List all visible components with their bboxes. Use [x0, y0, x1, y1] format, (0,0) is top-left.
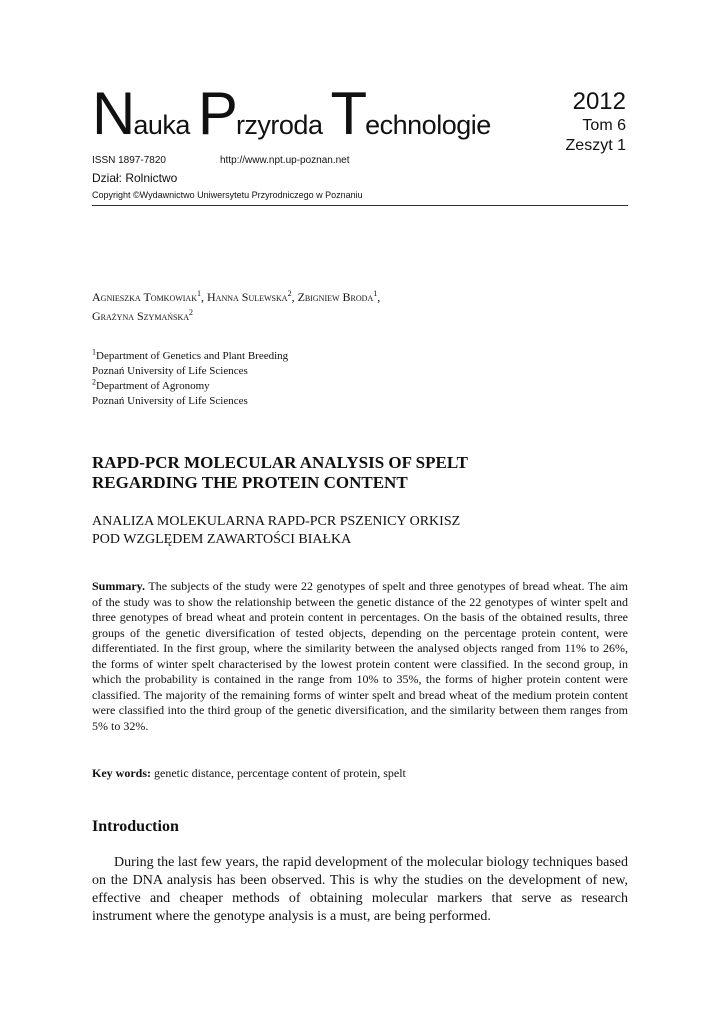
logo-word-przyroda: rzyroda [235, 110, 323, 140]
header-divider [92, 205, 628, 206]
meta-line [92, 155, 350, 166]
introduction-heading: Introduction [92, 818, 179, 835]
issue-number: Zeszyt 1 [565, 137, 626, 154]
journal-url[interactable]: http://www.npt.up-poznan.net [220, 155, 350, 166]
affiliation-university: Poznań University of Life Sciences [92, 365, 248, 377]
abstract [92, 579, 628, 734]
affiliation-mark: 1 [92, 347, 96, 357]
author-list: Agnieszka Tomkowiak$^1$, Hanna Sulewska$^2$, Zbigniew Broda$^1$, Grażyna Szymańska$^2$ [92, 289, 381, 323]
issn: ISSN 1897-7820 [92, 155, 166, 166]
issue-year: 2012 [572, 88, 626, 115]
title-line: REGARDING THE PROTEIN CONTENT [92, 473, 408, 492]
affiliation-department: Department of Genetics and Plant Breeding [96, 350, 289, 362]
abstract-label: Summary. [92, 579, 146, 593]
affiliation-mark: 2 [92, 377, 96, 387]
article-title-english [92, 453, 628, 493]
author-name: Grażyna Szymańska [92, 309, 190, 323]
keywords-text: genetic distance, percentage content of protein, spelt [154, 766, 406, 780]
author-affiliation-mark: 2 [287, 289, 292, 298]
issue-volume: Tom 6 [582, 117, 626, 134]
copyright-notice: Copyright ©Wydawnictwo Uniwersytetu Przyrodniczego w Poznaniu [92, 190, 363, 200]
author-name: Agnieszka Tomkowiak [92, 290, 197, 304]
affiliations [92, 349, 628, 409]
affiliation-university: Poznań University of Life Sciences [92, 395, 248, 407]
journal-masthead [92, 80, 628, 208]
author-affiliation-mark: 1 [373, 289, 378, 298]
author-name: Zbigniew Broda [297, 290, 374, 304]
author-name: Hanna Sulewska [207, 290, 288, 304]
issue-info [566, 88, 626, 156]
author-affiliation-mark: 2 [189, 308, 194, 317]
affiliation-item [92, 349, 628, 364]
title-line: RAPD-PCR MOLECULAR ANALYSIS OF SPELT [92, 453, 468, 472]
keywords [92, 766, 628, 781]
logo-word-technologie: echnologie [365, 110, 491, 140]
article-title-polish [92, 513, 628, 549]
introduction-paragraph: During the last few years, the rapid development of the molecular biology techniques based on the DNA analysis has been observed. This is why the studies on the development of new, effective and cheaper methods of obtaining molecular markers that serve as research instrument where the genotype analysis is a must, are being performed. [92, 855, 628, 924]
journal-logo [92, 80, 499, 147]
logo-letter-n: N [92, 80, 134, 147]
logo-letter-p: P [197, 80, 236, 147]
abstract-text: The subjects of the study were 22 genotypes of spelt and three genotypes of bread wheat. The aim of the study was to show the relationship between the genetic distance of the 22 genotypes of winter spelt and three genotypes of bread wheat and protein content in percentages. On the basis of the obtained results, three groups of the genetic diversification of tested objects, depending on the percentage protein content, were differentiated. In the first group, where the similarity between the analysed objects ranged from 11% to 26%, the forms of winter spelt characterised by the lowest protein content were classified. In the second group, in which the probability is contained in the range from 10% to 35%, the forms of higher protein content were classified. The majority of the remaining forms of winter spelt and bread wheat of the medium protein content were classified into the third group of the genetic diversification, and the similarity between them ranges from 5% to 32%. [92, 579, 628, 733]
section-label: Dział: Rolnictwo [92, 171, 178, 185]
affiliation-department: Department of Agronomy [96, 380, 210, 392]
author-affiliation-mark: 1 [197, 289, 201, 298]
title-line: ANALIZA MOLEKULARNA RAPD-PCR PSZENICY ORKISZ [92, 514, 461, 529]
logo-letter-t: T [330, 80, 366, 147]
title-line: POD WZGLĘDEM ZAWARTOŚCI BIAŁKA [92, 532, 352, 547]
affiliation-item [92, 379, 628, 394]
keywords-label: Key words: [92, 766, 151, 780]
logo-word-nauka: auka [133, 110, 190, 140]
